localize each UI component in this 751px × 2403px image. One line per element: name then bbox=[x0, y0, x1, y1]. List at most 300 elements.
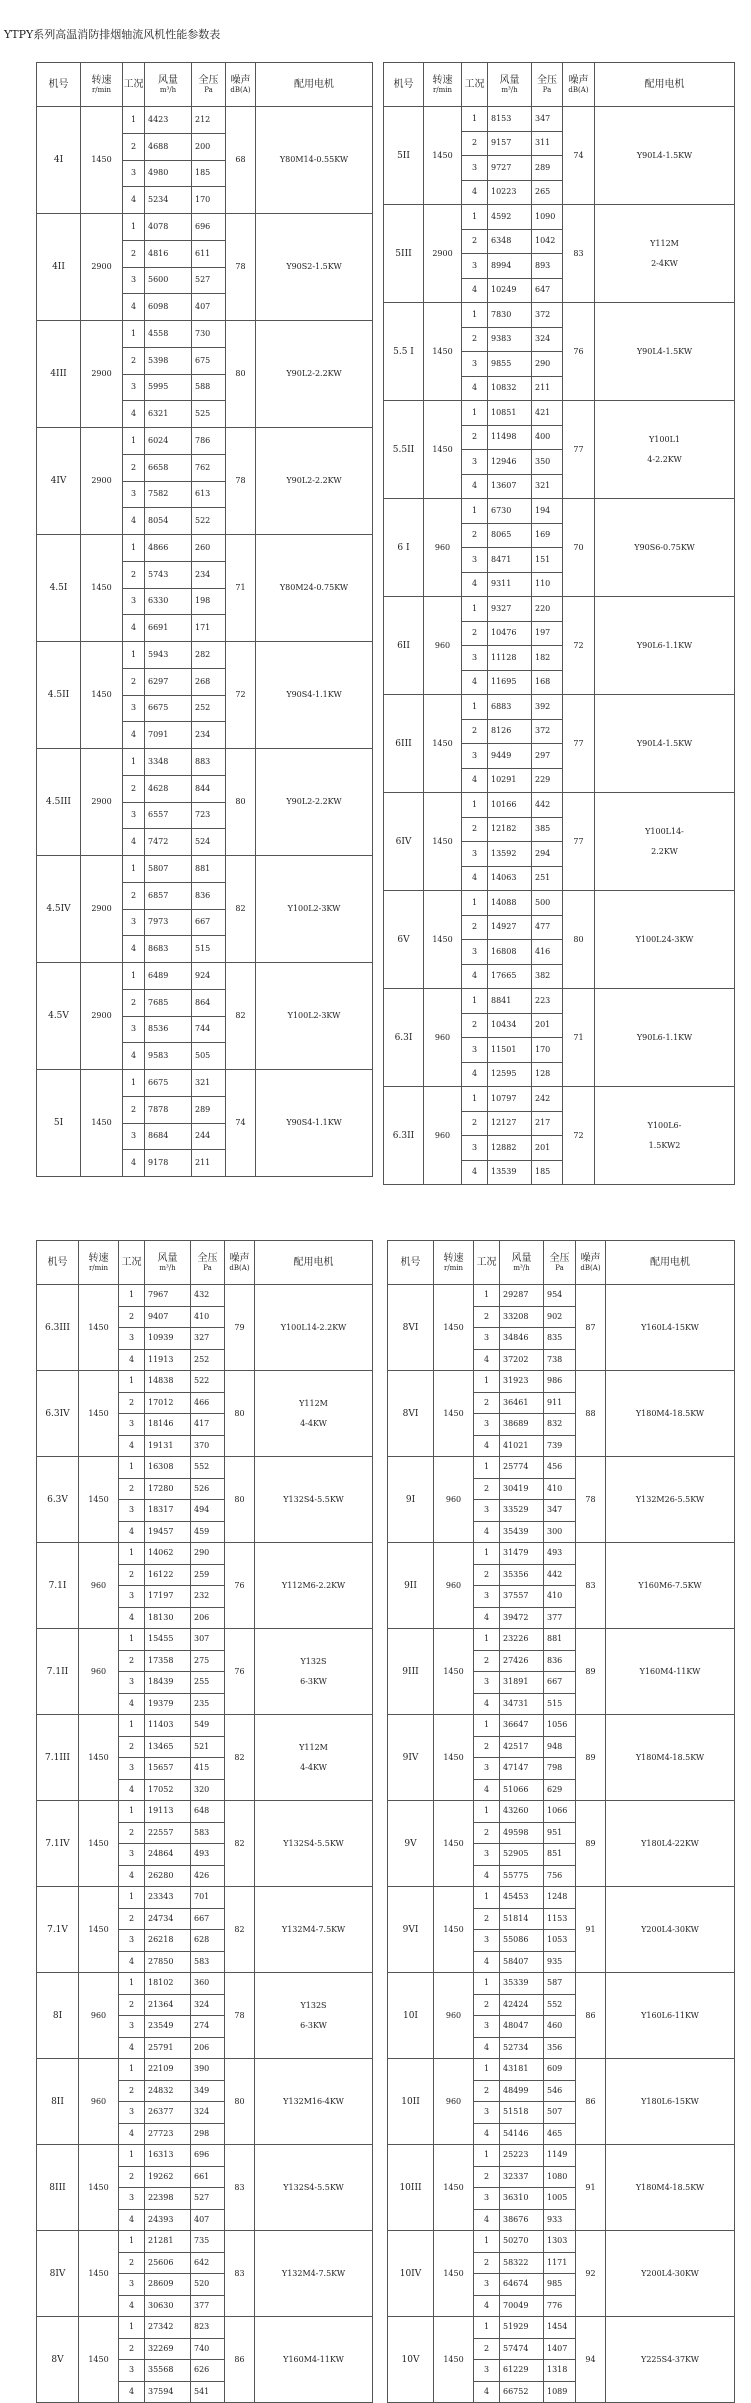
condition-cell: 1 bbox=[123, 321, 145, 348]
speed-cell: 960 bbox=[424, 1087, 462, 1185]
motor-label: Y112M bbox=[299, 1398, 328, 1408]
condition-cell: 2 bbox=[474, 1392, 500, 1414]
condition-cell: 3 bbox=[474, 2102, 500, 2124]
noise-cell: 77 bbox=[563, 793, 595, 891]
motor-cell bbox=[595, 107, 735, 205]
condition-cell: 2 bbox=[119, 1564, 145, 1586]
motor-label: Y180M4-18.5KW bbox=[635, 1752, 705, 1762]
model-cell: 8I bbox=[37, 1973, 79, 2059]
pressure-cell: 881 bbox=[544, 1629, 576, 1651]
flow-cell: 25223 bbox=[500, 2145, 544, 2167]
table-row bbox=[37, 2059, 373, 2081]
pressure-cell: 1056 bbox=[544, 1715, 576, 1737]
condition-cell: 2 bbox=[119, 2252, 145, 2274]
condition-cell: 2 bbox=[123, 454, 145, 481]
condition-cell: 3 bbox=[474, 1500, 500, 1522]
header-pressure bbox=[192, 63, 226, 107]
flow-cell: 3348 bbox=[145, 749, 192, 776]
pressure-cell: 410 bbox=[191, 1306, 225, 1328]
noise-cell: 74 bbox=[563, 107, 595, 205]
header-speed-unit: r/min bbox=[91, 86, 112, 94]
flow-cell: 16313 bbox=[145, 2145, 191, 2167]
pressure-cell: 407 bbox=[192, 294, 226, 321]
table-row bbox=[37, 1801, 373, 1823]
condition-cell: 4 bbox=[119, 1951, 145, 1973]
condition-cell: 3 bbox=[123, 909, 145, 936]
flow-cell: 21364 bbox=[145, 1994, 191, 2016]
noise-cell: 78 bbox=[226, 214, 256, 321]
flow-cell: 6489 bbox=[145, 963, 192, 990]
condition-cell: 3 bbox=[474, 2274, 500, 2296]
motor-label: Y90L6-1.1KW bbox=[636, 1032, 693, 1042]
flow-cell: 35356 bbox=[500, 1564, 544, 1586]
condition-cell: 4 bbox=[474, 1435, 500, 1457]
condition-cell: 1 bbox=[462, 695, 488, 720]
flow-cell: 51518 bbox=[500, 2102, 544, 2124]
pressure-cell: 206 bbox=[191, 2037, 225, 2059]
condition-cell: 1 bbox=[119, 2145, 145, 2167]
speed-cell: 960 bbox=[424, 989, 462, 1087]
motor-cell bbox=[255, 2059, 373, 2145]
motor-label: Y100L2-3KW bbox=[287, 1011, 341, 1020]
motor-cell bbox=[606, 1457, 735, 1543]
flow-cell: 17052 bbox=[145, 1779, 191, 1801]
pressure-cell: 740 bbox=[191, 2338, 225, 2360]
motor-cell bbox=[256, 963, 373, 1070]
flow-cell: 4628 bbox=[145, 775, 192, 802]
model-cell: 10I bbox=[388, 1973, 434, 2059]
model-cell: 10III bbox=[388, 2145, 434, 2231]
speed-cell: 2900 bbox=[81, 214, 123, 321]
header-noise bbox=[226, 63, 256, 107]
flow-cell: 64674 bbox=[500, 2274, 544, 2296]
flow-cell: 5398 bbox=[145, 347, 192, 374]
flow-cell: 22398 bbox=[145, 2188, 191, 2210]
condition-cell: 3 bbox=[462, 156, 488, 181]
header-row bbox=[388, 1241, 735, 1285]
condition-cell: 2 bbox=[119, 1478, 145, 1500]
flow-cell: 23226 bbox=[500, 1629, 544, 1651]
model-cell: 10IV bbox=[388, 2231, 434, 2317]
pressure-cell: 234 bbox=[192, 561, 226, 588]
pressure-cell: 407 bbox=[191, 2209, 225, 2231]
condition-cell: 2 bbox=[474, 1736, 500, 1758]
condition-cell: 4 bbox=[462, 964, 488, 989]
motor-label: Y90S2-1.5KW bbox=[286, 262, 342, 271]
pressure-cell: 739 bbox=[544, 1435, 576, 1457]
header-speed-label: 转速 bbox=[443, 1253, 464, 1264]
header-condition-label: 工况 bbox=[123, 79, 144, 90]
pressure-cell: 756 bbox=[544, 1865, 576, 1887]
noise-cell: 86 bbox=[576, 2059, 606, 2145]
pressure-cell: 360 bbox=[191, 1973, 225, 1995]
motor-label: Y100L14- bbox=[645, 826, 684, 836]
condition-cell: 3 bbox=[123, 1123, 145, 1150]
model-cell: 6.3IV bbox=[37, 1371, 79, 1457]
table-row bbox=[388, 2231, 735, 2253]
table-row bbox=[388, 1543, 735, 1565]
condition-cell: 4 bbox=[474, 2123, 500, 2145]
pressure-cell: 251 bbox=[532, 866, 563, 891]
table-row bbox=[37, 1629, 373, 1651]
noise-cell: 78 bbox=[576, 1457, 606, 1543]
noise-cell: 76 bbox=[225, 1629, 255, 1715]
condition-cell: 2 bbox=[462, 1111, 488, 1136]
flow-cell: 7685 bbox=[145, 989, 192, 1016]
condition-cell: 4 bbox=[119, 2037, 145, 2059]
condition-cell: 1 bbox=[123, 1070, 145, 1097]
speed-cell: 1450 bbox=[424, 891, 462, 989]
noise-cell: 80 bbox=[226, 749, 256, 856]
flow-cell: 16122 bbox=[145, 1564, 191, 1586]
table-row bbox=[388, 2317, 735, 2339]
motor-cell bbox=[606, 1285, 735, 1371]
condition-cell: 4 bbox=[474, 1349, 500, 1371]
flow-cell: 43260 bbox=[500, 1801, 544, 1823]
pressure-cell: 1042 bbox=[532, 229, 563, 254]
flow-cell: 8126 bbox=[488, 719, 532, 744]
model-cell: 6.3III bbox=[37, 1285, 79, 1371]
condition-cell: 3 bbox=[119, 2188, 145, 2210]
flow-cell: 16308 bbox=[145, 1457, 191, 1479]
flow-cell: 31891 bbox=[500, 1672, 544, 1694]
condition-cell: 1 bbox=[474, 1801, 500, 1823]
condition-cell: 3 bbox=[462, 842, 488, 867]
motor-cell bbox=[595, 695, 735, 793]
table-row bbox=[384, 499, 735, 524]
speed-cell: 960 bbox=[434, 2059, 474, 2145]
flow-cell: 50270 bbox=[500, 2231, 544, 2253]
motor-label: Y132S4-5.5KW bbox=[283, 2182, 344, 2192]
header-motor-label: 配用电机 bbox=[644, 79, 685, 90]
table-row bbox=[384, 695, 735, 720]
pressure-cell: 844 bbox=[192, 775, 226, 802]
condition-cell: 4 bbox=[123, 508, 145, 535]
flow-cell: 18146 bbox=[145, 1414, 191, 1436]
noise-cell: 82 bbox=[225, 1887, 255, 1973]
flow-cell: 9407 bbox=[145, 1306, 191, 1328]
speed-cell: 1450 bbox=[79, 2231, 119, 2317]
speed-cell: 1450 bbox=[434, 1801, 474, 1887]
flow-cell: 18130 bbox=[145, 1607, 191, 1629]
condition-cell: 4 bbox=[462, 180, 488, 205]
flow-cell: 27723 bbox=[145, 2123, 191, 2145]
motor-cell bbox=[606, 1543, 735, 1629]
flow-cell: 15455 bbox=[145, 1629, 191, 1651]
header-flow bbox=[500, 1241, 544, 1285]
motor-cell bbox=[606, 1629, 735, 1715]
pressure-cell: 549 bbox=[191, 1715, 225, 1737]
speed-cell: 2900 bbox=[81, 749, 123, 856]
flow-cell: 27342 bbox=[145, 2317, 191, 2339]
header-flow-unit: m³/h bbox=[159, 86, 177, 94]
condition-cell: 4 bbox=[462, 474, 488, 499]
noise-cell: 80 bbox=[563, 891, 595, 989]
pressure-cell: 1171 bbox=[544, 2252, 576, 2274]
flow-cell: 30630 bbox=[145, 2295, 191, 2317]
flow-cell: 25774 bbox=[500, 1457, 544, 1479]
noise-cell: 86 bbox=[576, 1973, 606, 2059]
condition-cell: 1 bbox=[474, 1887, 500, 1909]
header-motor bbox=[255, 1241, 373, 1285]
table-row bbox=[384, 597, 735, 622]
pressure-cell: 235 bbox=[191, 1693, 225, 1715]
condition-cell: 3 bbox=[474, 2188, 500, 2210]
condition-cell: 1 bbox=[119, 1801, 145, 1823]
model-cell: 6II bbox=[384, 597, 424, 695]
flow-cell: 33529 bbox=[500, 1500, 544, 1522]
pressure-cell: 675 bbox=[192, 347, 226, 374]
header-pressure bbox=[191, 1241, 225, 1285]
pressure-cell: 1090 bbox=[532, 205, 563, 230]
condition-cell: 3 bbox=[474, 1328, 500, 1350]
pressure-cell: 515 bbox=[544, 1693, 576, 1715]
flow-cell: 49598 bbox=[500, 1822, 544, 1844]
pressure-cell: 1089 bbox=[544, 2381, 576, 2403]
flow-cell: 6857 bbox=[145, 882, 192, 909]
flow-cell: 12595 bbox=[488, 1062, 532, 1087]
pressure-cell: 1153 bbox=[544, 1908, 576, 1930]
flow-cell: 6098 bbox=[145, 294, 192, 321]
flow-cell: 6730 bbox=[488, 499, 532, 524]
flow-cell: 12127 bbox=[488, 1111, 532, 1136]
header-flow bbox=[145, 1241, 191, 1285]
pressure-cell: 252 bbox=[191, 1349, 225, 1371]
model-cell: 9VI bbox=[388, 1887, 434, 1973]
motor-label: 4-4KW bbox=[300, 1418, 327, 1428]
pressure-cell: 505 bbox=[192, 1043, 226, 1070]
table-row bbox=[388, 1887, 735, 1909]
pressure-cell: 667 bbox=[192, 909, 226, 936]
condition-cell: 3 bbox=[123, 160, 145, 187]
model-cell: 4.5V bbox=[37, 963, 81, 1070]
flow-cell: 4423 bbox=[145, 107, 192, 134]
noise-cell: 82 bbox=[226, 963, 256, 1070]
condition-cell: 1 bbox=[119, 2059, 145, 2081]
table-row bbox=[37, 321, 373, 348]
model-cell: 6.3V bbox=[37, 1457, 79, 1543]
flow-cell: 36461 bbox=[500, 1392, 544, 1414]
motor-cell bbox=[595, 401, 735, 499]
table-row bbox=[37, 2317, 373, 2339]
pressure-cell: 274 bbox=[191, 2016, 225, 2038]
noise-cell: 83 bbox=[576, 1543, 606, 1629]
pressure-cell: 307 bbox=[191, 1629, 225, 1651]
flow-cell: 55775 bbox=[500, 1865, 544, 1887]
pressure-cell: 265 bbox=[532, 180, 563, 205]
condition-cell: 3 bbox=[123, 1016, 145, 1043]
condition-cell: 4 bbox=[119, 2123, 145, 2145]
motor-label: Y90L2-2.2KW bbox=[286, 369, 342, 378]
flow-cell: 48499 bbox=[500, 2080, 544, 2102]
noise-cell: 68 bbox=[226, 107, 256, 214]
motor-label: Y90S6-0.75KW bbox=[634, 542, 695, 552]
condition-cell: 1 bbox=[123, 214, 145, 241]
flow-cell: 6297 bbox=[145, 668, 192, 695]
motor-label: 2-4KW bbox=[651, 258, 678, 268]
condition-cell: 2 bbox=[119, 1822, 145, 1844]
speed-cell: 1450 bbox=[81, 642, 123, 749]
condition-cell: 1 bbox=[123, 428, 145, 455]
condition-cell: 1 bbox=[462, 1087, 488, 1112]
flow-cell: 37594 bbox=[145, 2381, 191, 2403]
header-pressure-label: 全压 bbox=[537, 75, 557, 86]
header-model bbox=[384, 63, 424, 107]
motor-label: 4-2.2KW bbox=[647, 454, 682, 464]
motor-cell bbox=[595, 891, 735, 989]
flow-cell: 15657 bbox=[145, 1758, 191, 1780]
flow-cell: 26218 bbox=[145, 1930, 191, 1952]
table-row bbox=[388, 1629, 735, 1651]
speed-cell: 1450 bbox=[79, 1285, 119, 1371]
motor-cell bbox=[255, 2145, 373, 2231]
pressure-cell: 701 bbox=[191, 1887, 225, 1909]
condition-cell: 4 bbox=[123, 829, 145, 856]
header-condition bbox=[123, 63, 145, 107]
table-row bbox=[384, 1087, 735, 1112]
header-speed bbox=[424, 63, 462, 107]
header-flow-unit: m³/h bbox=[159, 1264, 176, 1272]
condition-cell: 3 bbox=[119, 1844, 145, 1866]
flow-cell: 22557 bbox=[145, 1822, 191, 1844]
motor-cell bbox=[256, 856, 373, 963]
table-row bbox=[388, 1801, 735, 1823]
condition-cell: 3 bbox=[462, 450, 488, 475]
noise-cell: 80 bbox=[225, 2059, 255, 2145]
flow-cell: 13607 bbox=[488, 474, 532, 499]
header-flow-unit: m³/h bbox=[513, 1264, 530, 1272]
condition-cell: 1 bbox=[119, 1543, 145, 1565]
flow-cell: 7967 bbox=[145, 1285, 191, 1307]
pressure-cell: 1407 bbox=[544, 2338, 576, 2360]
condition-cell: 3 bbox=[474, 1844, 500, 1866]
condition-cell: 1 bbox=[474, 1629, 500, 1651]
motor-label: Y80M24-0.75KW bbox=[279, 583, 349, 592]
condition-cell: 1 bbox=[119, 1371, 145, 1393]
model-cell: 8VI bbox=[388, 1285, 434, 1371]
header-pressure-unit: Pa bbox=[203, 1264, 212, 1272]
flow-cell: 42424 bbox=[500, 1994, 544, 2016]
pressure-cell: 321 bbox=[192, 1070, 226, 1097]
condition-cell: 2 bbox=[474, 2166, 500, 2188]
motor-label: Y132M4-7.5KW bbox=[281, 2268, 346, 2278]
speed-cell: 960 bbox=[434, 1973, 474, 2059]
pressure-cell: 252 bbox=[192, 695, 226, 722]
pressure-cell: 421 bbox=[532, 401, 563, 426]
header-noise bbox=[225, 1241, 255, 1285]
motor-label: Y160M4-11KW bbox=[283, 2354, 344, 2364]
table-row bbox=[384, 401, 735, 426]
pressure-cell: 268 bbox=[192, 668, 226, 695]
flow-cell: 5807 bbox=[145, 856, 192, 883]
pressure-cell: 460 bbox=[544, 2016, 576, 2038]
header-speed-label: 转速 bbox=[88, 1253, 109, 1264]
condition-cell: 3 bbox=[119, 1500, 145, 1522]
pressure-cell: 390 bbox=[191, 2059, 225, 2081]
condition-cell: 3 bbox=[462, 548, 488, 573]
flow-cell: 16808 bbox=[488, 940, 532, 965]
flow-cell: 18102 bbox=[145, 1973, 191, 1995]
model-cell: 6V bbox=[384, 891, 424, 989]
header-motor-label: 配用电机 bbox=[294, 79, 334, 90]
flow-cell: 14088 bbox=[488, 891, 532, 916]
condition-cell: 2 bbox=[474, 1908, 500, 1930]
header-noise-unit: dB(A) bbox=[568, 86, 589, 94]
condition-cell: 2 bbox=[474, 1822, 500, 1844]
speed-cell: 960 bbox=[424, 597, 462, 695]
condition-cell: 3 bbox=[474, 1414, 500, 1436]
motor-cell bbox=[606, 2317, 735, 2403]
motor-label: Y90S4-1.1KW bbox=[286, 1118, 342, 1127]
pressure-cell: 1303 bbox=[544, 2231, 576, 2253]
condition-cell: 2 bbox=[119, 1908, 145, 1930]
condition-cell: 2 bbox=[119, 1736, 145, 1758]
condition-cell: 1 bbox=[462, 989, 488, 1014]
noise-cell: 86 bbox=[225, 2317, 255, 2403]
pressure-cell: 836 bbox=[192, 882, 226, 909]
noise-cell: 80 bbox=[225, 1457, 255, 1543]
header-model-label: 机号 bbox=[400, 1257, 421, 1268]
pressure-cell: 324 bbox=[191, 2102, 225, 2124]
speed-cell: 2900 bbox=[81, 321, 123, 428]
condition-cell: 3 bbox=[119, 1930, 145, 1952]
pressure-cell: 526 bbox=[191, 1478, 225, 1500]
pressure-cell: 951 bbox=[544, 1822, 576, 1844]
pressure-cell: 626 bbox=[191, 2360, 225, 2382]
condition-cell: 4 bbox=[462, 1160, 488, 1185]
condition-cell: 2 bbox=[474, 2338, 500, 2360]
condition-cell: 4 bbox=[119, 1693, 145, 1715]
motor-label: Y90L4-1.5KW bbox=[636, 150, 693, 160]
motor-label: Y112M bbox=[299, 1742, 328, 1752]
pressure-cell: 500 bbox=[532, 891, 563, 916]
flow-cell: 10797 bbox=[488, 1087, 532, 1112]
condition-cell: 4 bbox=[474, 1521, 500, 1543]
pressure-cell: 289 bbox=[532, 156, 563, 181]
motor-label: 6-3KW bbox=[300, 1676, 327, 1686]
flow-cell: 8684 bbox=[145, 1123, 192, 1150]
pressure-cell: 320 bbox=[191, 1779, 225, 1801]
speed-cell: 1450 bbox=[424, 107, 462, 205]
noise-cell: 70 bbox=[563, 499, 595, 597]
pressure-cell: 629 bbox=[544, 1779, 576, 1801]
flow-cell: 58322 bbox=[500, 2252, 544, 2274]
flow-cell: 8994 bbox=[488, 254, 532, 279]
header-flow-label: 风量 bbox=[499, 75, 520, 86]
flow-cell: 25606 bbox=[145, 2252, 191, 2274]
noise-cell: 82 bbox=[225, 1715, 255, 1801]
condition-cell: 4 bbox=[462, 670, 488, 695]
pressure-cell: 232 bbox=[191, 1586, 225, 1608]
model-cell: 4IV bbox=[37, 428, 81, 535]
model-cell: 8IV bbox=[37, 2231, 79, 2317]
pressure-cell: 902 bbox=[544, 1306, 576, 1328]
pressure-cell: 220 bbox=[532, 597, 563, 622]
noise-cell: 91 bbox=[576, 1887, 606, 1973]
pressure-cell: 382 bbox=[532, 964, 563, 989]
flow-cell: 26280 bbox=[145, 1865, 191, 1887]
pressure-cell: 201 bbox=[532, 1013, 563, 1038]
pressure-cell: 546 bbox=[544, 2080, 576, 2102]
header-motor-label: 配用电机 bbox=[293, 1257, 334, 1268]
condition-cell: 3 bbox=[123, 374, 145, 401]
flow-cell: 5943 bbox=[145, 642, 192, 669]
model-cell: 8II bbox=[37, 2059, 79, 2145]
condition-cell: 4 bbox=[474, 1693, 500, 1715]
flow-cell: 7830 bbox=[488, 303, 532, 328]
pressure-cell: 282 bbox=[192, 642, 226, 669]
motor-label: Y90L4-1.5KW bbox=[636, 738, 693, 748]
